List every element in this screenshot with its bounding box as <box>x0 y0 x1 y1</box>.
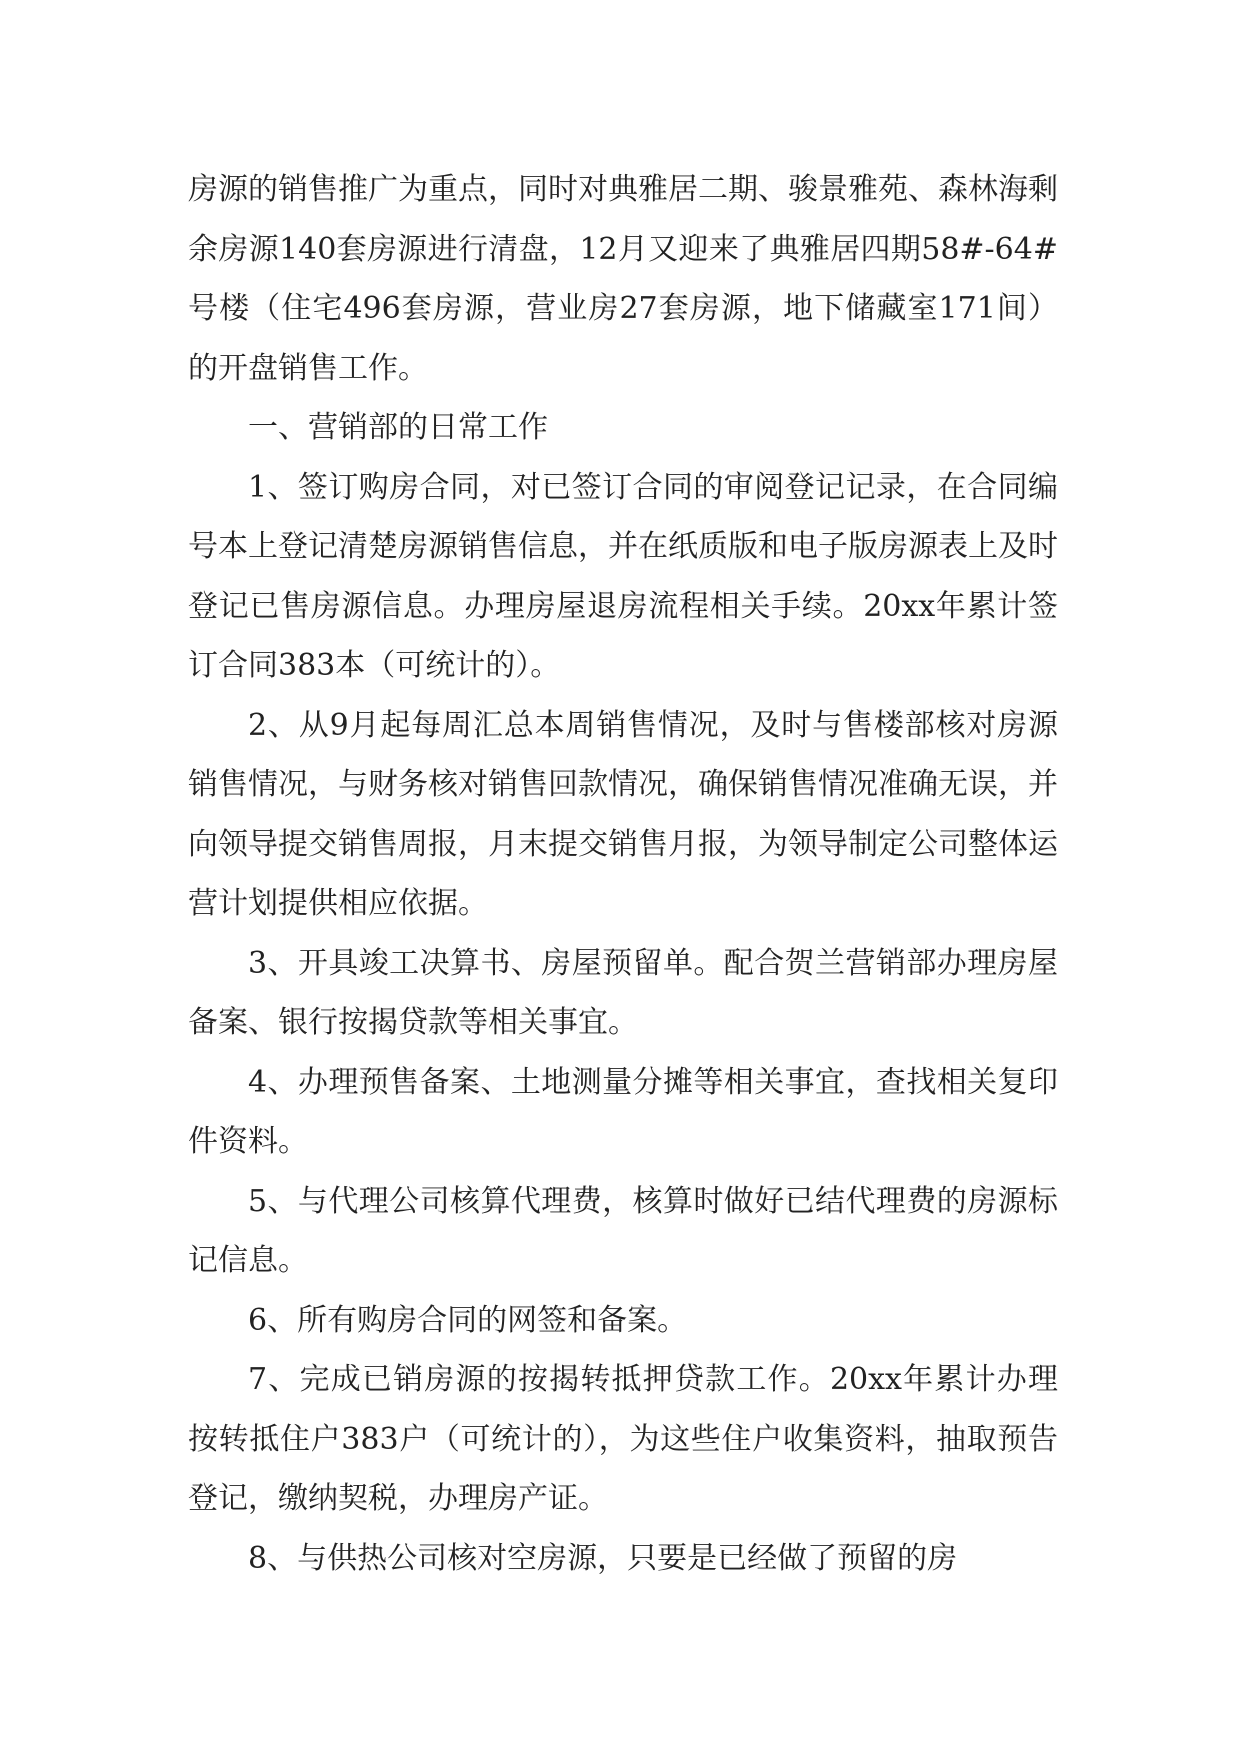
list-item-2: 2、从9月起每周汇总本周销售情况，及时与售楼部核对房源销售情况，与财务核对销售回款情况，确保销售情况准确无误，并向领导提交销售周报，月末提交销售月报，为领导制定公司整体运营计划提供相应依据。 <box>188 707 1058 921</box>
list-item-4: 4、办理预售备案、土地测量分摊等相关事宜，查找相关复印件资料。 <box>188 1064 1058 1159</box>
list-item-6: 6、所有购房合同的网签和备案。 <box>248 1302 688 1338</box>
list-item-7: 7、完成已销房源的按揭转抵押贷款工作。20xx年累计办理按转抵住户383户（可统计的），为这些住户收集资料，抽取预告登记，缴纳契税，办理房产证。 <box>188 1362 1058 1516</box>
list-item-3: 3、开具竣工决算书、房屋预留单。配合贺兰营销部办理房屋备案、银行按揭贷款等相关事宜。 <box>188 945 1058 1040</box>
document-body <box>188 160 1058 1588</box>
list-item-1: 1、签订购房合同，对已签订合同的审阅登记记录，在合同编号本上登记清楚房源销售信息，并在纸质版和电子版房源表上及时登记已售房源信息。办理房屋退房流程相关手续。20xx年累计签订合同383本（可统计的）。 <box>188 469 1058 683</box>
section-heading-daily-work: 一、营销部的日常工作 <box>248 410 548 445</box>
list-item-8: 8、与供热公司核对空房源，只要是已经做了预留的房 <box>248 1540 958 1576</box>
list-item-5: 5、与代理公司核算代理费，核算时做好已结代理费的房源标记信息。 <box>188 1183 1058 1278</box>
paragraph-continued: 房源的销售推广为重点，同时对典雅居二期、骏景雅苑、森林海剩余房源140套房源进行清盘，12月又迎来了典雅居四期58#-64#号楼（住宅496套房源，营业房27套房源，地下储藏室171间）的开盘销售工作。 <box>188 172 1058 386</box>
